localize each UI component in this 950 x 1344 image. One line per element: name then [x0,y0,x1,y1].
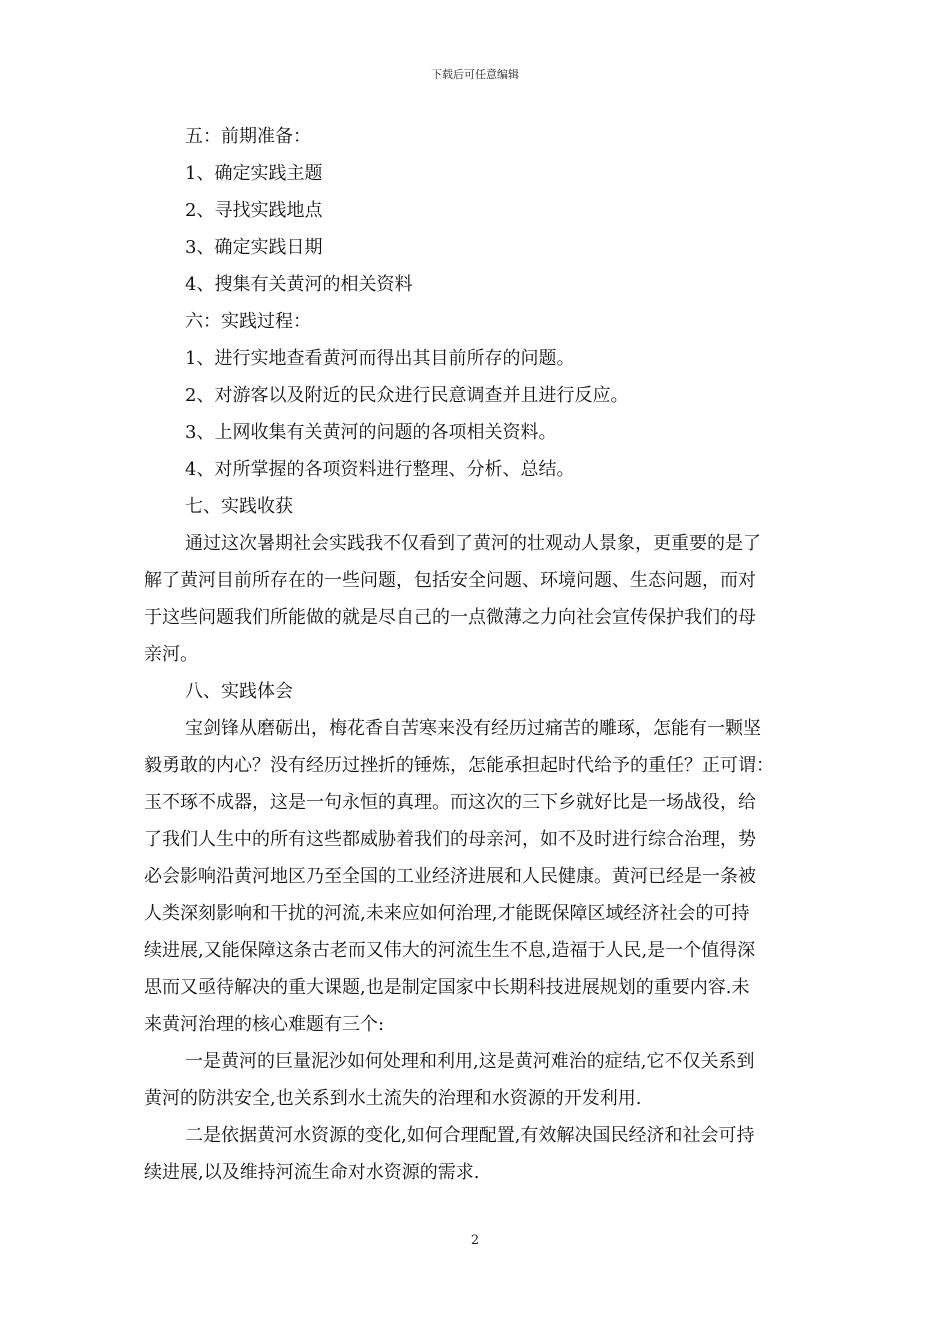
paragraph-line: 续进展,又能保障这条古老而又伟大的河流生生不息,造福于人民,是一个值得深 [144,940,756,961]
list-item: 1、进行实地查看黄河而得出其目前所存的问题。 [185,348,575,369]
document-body [144,118,806,1191]
paragraph-line: 通过这次暑期社会实践我不仅看到了黄河的壮观动人景象，更重要的是了 [185,533,761,554]
list-item: 4、搜集有关黄河的相关资料 [185,274,413,295]
paragraph-line: 亲河。 [144,644,198,665]
paragraph-water-resources [144,1117,806,1191]
list-item: 2、寻找实践地点 [185,200,323,221]
paragraph-line: 解了黄河目前所存在的一些问题，包括安全问题、环境问题、生态问题，而对 [144,570,756,591]
section-heading-experience: 八、实践体会 [185,681,293,702]
paragraph-line: 续进展,以及维持河流生命对水资源的需求. [144,1162,480,1183]
paragraph-line: 黄河的防洪安全,也关系到水土流失的治理和水资源的开发利用. [144,1088,642,1109]
paragraph-line: 于这些问题我们所能做的就是尽自己的一点微薄之力向社会宣传保护我们的母 [144,607,756,628]
paragraph-sediment [144,1043,806,1117]
page-header: 下载后可任意编辑 [431,68,519,81]
list-item: 2、对游客以及附近的民众进行民意调查并且进行反应。 [185,385,629,406]
section-heading-preparation: 五：前期准备： [185,126,311,147]
paragraph-harvest [144,525,806,673]
paragraph-line: 思而又亟待解决的重大课题,也是制定国家中长期科技进展规划的重要内容.未 [144,977,750,998]
paragraph-line: 必会影响沿黄河地区乃至全国的工业经济进展和人民健康。黄河已经是一条被 [144,866,756,887]
list-item: 4、对所掌握的各项资料进行整理、分析、总结。 [185,459,575,480]
paragraph-line: 二是依据黄河水资源的变化,如何合理配置,有效解决国民经济和社会可持 [185,1125,755,1146]
paragraph-line: 宝剑锋从磨砺出，梅花香自苦寒来没有经历过痛苦的雕琢，怎能有一颗坚 [185,718,761,739]
list-item: 3、确定实践日期 [185,237,323,258]
paragraph-line: 毅勇敢的内心？没有经历过挫折的锤炼，怎能承担起时代给予的重任？正可谓： [144,755,774,776]
paragraph-experience [144,710,806,1043]
list-item: 1、确定实践主题 [185,163,323,184]
paragraph-line: 了我们人生中的所有这些都威胁着我们的母亲河，如不及时进行综合治理，势 [144,829,756,850]
list-item: 3、上网收集有关黄河的问题的各项相关资料。 [185,422,557,443]
paragraph-line: 来黄河治理的核心难题有三个: [144,1014,385,1035]
paragraph-line: 人类深刻影响和干扰的河流,未来应如何治理,才能既保障区域经济社会的可持 [144,903,750,924]
paragraph-line: 玉不琢不成器，这是一句永恒的真理。而这次的三下乡就好比是一场战役，给 [144,792,756,813]
page-number: 2 [470,1233,480,1248]
section-heading-harvest: 七、实践收获 [185,496,293,517]
section-heading-process: 六：实践过程： [185,311,311,332]
paragraph-line: 一是黄河的巨量泥沙如何处理和利用,这是黄河难治的症结,它不仅关系到 [185,1051,755,1072]
